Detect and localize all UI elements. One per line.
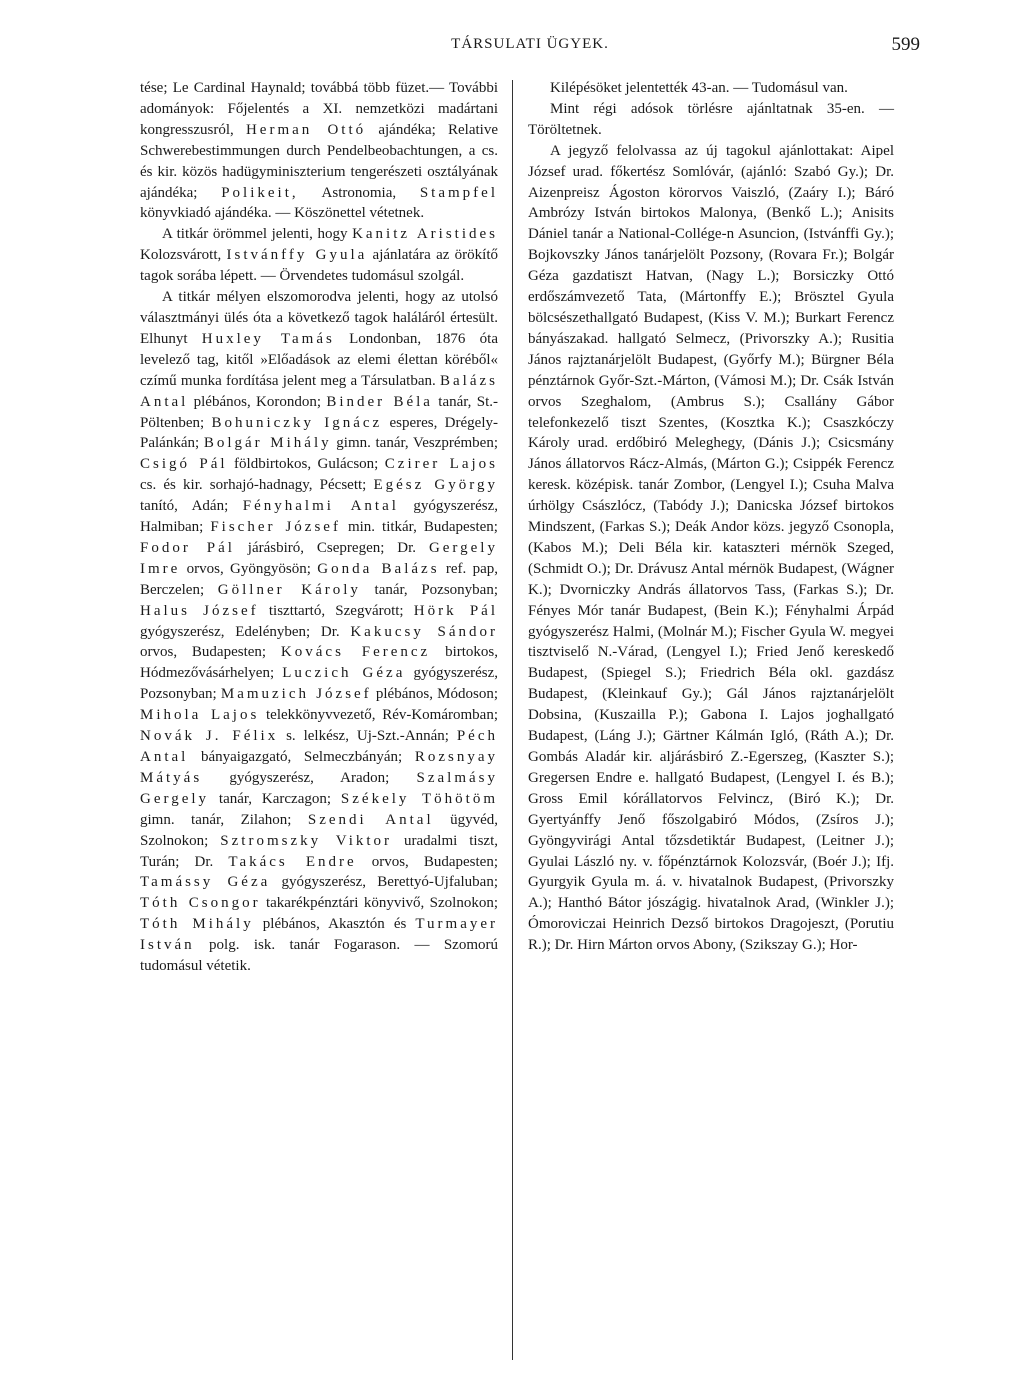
spaced-name: Mihola Lajos bbox=[140, 707, 260, 724]
spaced-name: Szalmásy Gergely bbox=[140, 769, 498, 807]
text-run: uradalmi tiszt, Turán; Dr. bbox=[140, 832, 498, 870]
spaced-name: Herman Ottó bbox=[245, 121, 367, 138]
text-run: könyvkiadó ajándéka. — Köszönettel vétetnek. bbox=[140, 205, 425, 222]
spaced-name: Kanitz Aristides bbox=[352, 226, 498, 243]
spaced-name: Stampfel bbox=[419, 184, 498, 201]
text-run: Kolozsvárott, bbox=[140, 247, 227, 264]
spaced-name: Turmayer István bbox=[140, 916, 498, 954]
text-run: tanár, Karczagon; bbox=[209, 790, 341, 807]
text-run: birtokos, Hódmezővásárhelyen; bbox=[140, 644, 498, 682]
text-run: A titkár örömmel jelenti, hogy bbox=[162, 226, 353, 243]
page-number: 599 bbox=[891, 34, 920, 55]
spaced-name: Balázs Antal bbox=[140, 372, 498, 410]
page-header bbox=[140, 36, 920, 66]
spaced-name: Fényhalmi Antal bbox=[242, 498, 399, 515]
spaced-name: Takács Endre bbox=[228, 853, 357, 870]
text-run: polg. isk. tanár Fogarason. — Szomorú tudomásul vétetik. bbox=[140, 937, 498, 975]
text-run: gyógyszerész, Pozsonyban; bbox=[140, 665, 498, 703]
spaced-name: Istvánffy Gyula bbox=[226, 247, 368, 264]
text-run: min. titkár, Budapesten; bbox=[340, 519, 498, 536]
spaced-name: Fischer József bbox=[210, 519, 341, 536]
right-column bbox=[528, 78, 894, 956]
text-run: Astronomia, bbox=[298, 184, 420, 201]
text-run: A titkár mélyen elszomorodva jelenti, hogy az utolsó választmányi ülés óta a következő tagok haláláról értesült. Elhunyt bbox=[140, 289, 498, 347]
spaced-name: Luczich Géza bbox=[282, 665, 406, 682]
spaced-name: Szendi Antal bbox=[307, 811, 434, 828]
text-run: gimn. tanár, Zilahon; bbox=[140, 811, 308, 828]
text-run: esperes, Drégely-Palánkán; bbox=[140, 414, 498, 452]
text-run: gyógyszerész, Aradon; bbox=[202, 769, 417, 786]
text-run: plébános, Módoson; bbox=[371, 686, 498, 703]
spaced-name: Novák J. Félix bbox=[140, 728, 279, 745]
text-run: plébános, Korondon; bbox=[188, 393, 327, 410]
spaced-name: Göllner Károly bbox=[217, 581, 361, 598]
text-run: ügyvéd, Szolnokon; bbox=[140, 811, 498, 849]
spaced-name: Halus József bbox=[140, 602, 259, 619]
spaced-name: Péch Antal bbox=[140, 728, 498, 765]
spaced-name: Polikeit, bbox=[221, 184, 299, 201]
text-run: orvos, Budapesten; bbox=[356, 853, 498, 870]
text-run: tanár, Pozsonyban; bbox=[360, 581, 498, 598]
spaced-name: Kakucsy Sándor bbox=[350, 623, 498, 640]
paragraph-obituaries bbox=[140, 287, 498, 977]
text-run: cs. és kir. sorhajó-hadnagy, Pécsett; bbox=[140, 477, 374, 494]
spaced-name: Mamuzich József bbox=[220, 686, 372, 703]
text-run: tanító, Adán; bbox=[140, 498, 243, 515]
text-run: orvos, Budapesten; bbox=[140, 644, 281, 661]
text-run: gyógyszerész, Halmiban; bbox=[140, 498, 498, 536]
spaced-name: Rozsnyay Mátyás bbox=[140, 749, 498, 786]
paragraph-donations bbox=[140, 78, 498, 224]
spaced-name: Tamássy Géza bbox=[140, 874, 271, 891]
paragraph-new-members: A jegyző felolvassa az új tagokul ajánlottakat: Aipel József urad. főkertész Somlóvár, (ajánló: Szabó Gy.); Dr. Aizenpreisz Ágoston körorvos Vaiszló, (Zaáry I.); Báró Ambrózy István birtokos Malonya, (Benkő L.); Anisits Dániel tanár a National-Collége-n Asuncion, (Istvánffi Gy.); Bojkovszky János tanárjelölt Pozsony, (Rovara Fr.); Bolgár Géza gazdatiszt Hatvan, (Nagy L.); Borsiczky Ottó erdőszámvezető Tata, (Mártonffy E.); Brösztel Gyula bölcsészethallgató Budapest, (Kiss V. M.); Burkart Ferencz bányászakad. hallgató Selmecz, (Privorszky A.); Rusitia János rajztanárjelölt Budapest, (Győrfy M.); Bürgner Béla pénztárnok Győr-Szt.-Márton, (Vámosi M.); Dr. Csák István orvos Szeghalom, (Ambrus S.); Csallány Gábor telefonkezelő tiszt Szentes, (Kosztka K.); Csaszkóczy Károly urad. erdőbiró Meleghegy, (Dánis J.); Csicsmány János állatorvos Rácz-Almás, (Márton G.); Csippék Ferencz keresk. középisk. tanár Zombor, (Lengyel I.); Csuha Malva úrhölgy Császlócz, (Tabódy J.); Danicska József birtokos Mindszent, (Farkas S.); Deák Andor közs. jegyző Csonopla, (Kabos M.); Deli Béla kir. kataszteri mérnök Szeged, (Schmidt O.); Dr. Drávusz Antal mérnök Budapest, (Wágner K.); Dvorniczky András állatorvos Tass, (Farkas S.); Dr. Fényes Mór tanár Budapest, (Bein K.); Fényhalmi Árpád gyógyszerész Halmi, (Molnár M.); Fischer Gyula W. megyei tisztviselő N.-Várad, (Lengyel I.); Fried Jenő kereskedő Budapest, (Spiegel S.); Friedrich Béla okl. gazdász Budapest, (Kleinkauf Gy.); Gál János rajztanárjelölt Dobsina, (Kuszailla P.); Gabona I. Lajos joghallgató Budapest, (Láng J.); Gärtner Kálmán Igló, (Ráth A.); Dr. Gombás Aladár kir. aljárásbiró Z.-Egerszeg, (Kaszter S.); Gregersen Endre e. hallgató Budapest, (Lengyel I. és B.); Gross Emil kórállatorvos Felvincz, (Biró K.); Dr. Gyertyánffy Jenő főszolgabiró Módos, (Zsíros J.); Gyöngyvirági Antal tőzsdetiktár Budapest, (Leitner J.); Gyulai László ny. v. főpénztárnok Kolozsvár, (Boér J.); Ifj. Gyurgyik Gyula m. á. v. hivatalnok Budapest, (Privorszky A.); Hanthó Bátor jószágig. hivatalnok Arad, (Winkler J.); Ómoroviczai Heinrich Dezső birtokos Dragojeszt, (Porutiu R.); Dr. Hirn Márton orvos Abony, (Szikszay G.); Hor- bbox=[528, 142, 894, 954]
text-run: telekkönyvvezető, Rév-Komáromban; bbox=[259, 707, 498, 724]
text-run: bányaigazgató, Selmeczbányán; bbox=[188, 749, 415, 765]
text-run: orvos, Gyöngyösön; bbox=[180, 560, 318, 577]
text-run: földbirtokos, Gulácson; bbox=[227, 456, 385, 473]
spaced-name: Székely Töhötöm bbox=[340, 790, 498, 807]
spaced-name: Huxley Tamás bbox=[201, 330, 335, 347]
text-run: ajándéka; Relative Schwerebestimmungen durch Pendelbeobachtungen, a cs. és kir. közös hadügyminiszterium tengerészeti osztályának ajándéka; bbox=[140, 121, 498, 201]
text-run: Londonban, 1876 óta levelező tag, kitől »Előadások az elemi élettan köréből« czímű munka fordítása jelent meg a Társulatban. bbox=[140, 330, 498, 389]
text-run: járásbiró, Csepregen; Dr. bbox=[234, 539, 429, 556]
spaced-name: Tóth Mihály bbox=[140, 916, 254, 933]
text-run: takarékpénztári könyvivő, Szolnokon; bbox=[260, 895, 498, 912]
spaced-name: Kovács Ferencz bbox=[280, 644, 431, 661]
spaced-name: Tóth Csongor bbox=[140, 895, 261, 912]
spaced-name: Czirer Lajos bbox=[384, 456, 499, 473]
text-run: plébános, Akasztón és bbox=[253, 916, 416, 933]
running-title: TÁRSULATI ÜGYEK. bbox=[451, 36, 609, 52]
paragraph-resignations: Kilépésöket jelentették 43-an. — Tudomásul van. bbox=[550, 80, 848, 96]
spaced-name: Egész György bbox=[373, 477, 498, 494]
text-run: gyógyszerész, Edelényben; Dr. bbox=[140, 623, 351, 640]
text-run: tanár, St.-Pöltenben; bbox=[140, 393, 498, 431]
column-divider bbox=[512, 80, 513, 1360]
spaced-name: Sztromszky Viktor bbox=[220, 832, 393, 849]
paragraph-deletions: Mint régi adósok törlésre ajánltatnak 35-en. — Töröltetnek. bbox=[528, 100, 894, 138]
left-column bbox=[140, 78, 498, 977]
text-run: gyógyszerész, Berettyó-Ujfaluban; bbox=[270, 874, 498, 891]
text-run: s. lelkész, Uj-Szt.-Annán; bbox=[278, 728, 457, 745]
text-run: ref. pap, Berczelen; bbox=[140, 560, 499, 598]
spaced-name: Binder Béla bbox=[326, 393, 433, 410]
spaced-name: Gonda Balázs bbox=[317, 560, 440, 577]
spaced-name: Gergely Imre bbox=[140, 539, 498, 577]
spaced-name: Bolgár Mihály bbox=[203, 435, 332, 452]
spaced-name: Hörk Pál bbox=[413, 602, 498, 619]
spaced-name: Bohuniczky Ignácz bbox=[211, 414, 383, 431]
text-run: ajánlatára az örökítő tagok sorába lépett. — Örvendetes tudomásul szolgál. bbox=[140, 247, 498, 285]
spaced-name: Fodor Pál bbox=[140, 539, 235, 556]
text-run: tiszttartó, Szegvárott; bbox=[258, 602, 414, 619]
text-run: gimn. tanár, Veszprémben; bbox=[331, 435, 498, 452]
text-run: tése; Le Cardinal Haynald; továbbá több füzet.— További adományok: Főjelentés a XI. nemzetközi madártani kongresszusról, bbox=[140, 80, 498, 138]
paragraph-new-lifetime-member bbox=[140, 224, 498, 287]
spaced-name: Csigó Pál bbox=[140, 456, 228, 473]
